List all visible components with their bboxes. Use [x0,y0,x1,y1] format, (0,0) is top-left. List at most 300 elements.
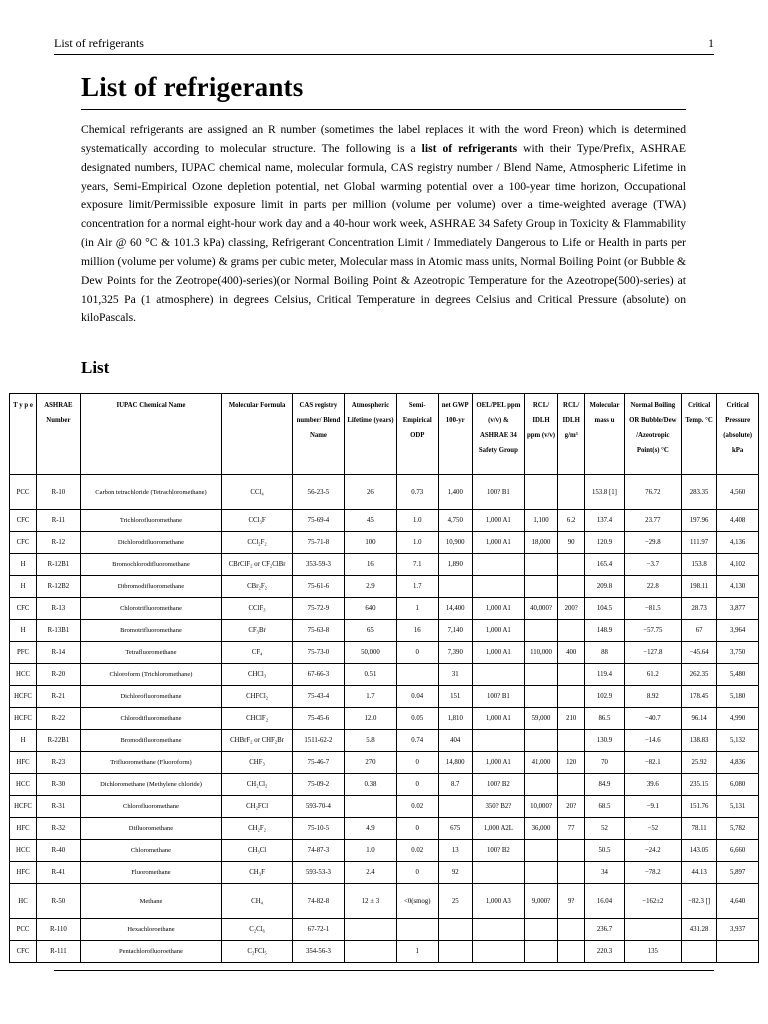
cell-lifetime: 12.0 [344,708,396,730]
cell-oel [472,862,524,884]
cell-gwp: 7,390 [438,642,472,664]
cell-type: HFC [10,818,37,840]
cell-ct: 283.35 [681,475,716,510]
cell-ashrae: R-41 [37,862,81,884]
cell-rcl-g: 20? [558,796,585,818]
cell-odp [396,664,438,686]
cell-lifetime: 5.8 [344,730,396,752]
cell-rcl-g [558,840,585,862]
cell-name: Bromodifluoromethane [80,730,221,752]
cell-rcl-ppm: 10,000? [524,796,557,818]
column-header: IUPAC Chemical Name [80,394,221,475]
cell-boil: −29.8 [624,532,681,554]
cell-oel: 1,000 A1 [472,532,524,554]
cell-oel [472,919,524,941]
cell-lifetime: 2.9 [344,576,396,598]
cell-rcl-g: 400 [558,642,585,664]
cell-cas: 353-59-3 [292,554,344,576]
column-header: Critical Pressure (absolute) kPa [717,394,759,475]
cell-oel [472,576,524,598]
table-row [10,752,759,774]
cell-mass: 86.5 [585,708,625,730]
table-row [10,510,759,532]
cell-lifetime [344,796,396,818]
cell-cas: 75-10-5 [292,818,344,840]
table-row [10,620,759,642]
cell-formula: CF₄ [222,642,293,664]
cell-cp: 5,897 [717,862,759,884]
cell-rcl-g [558,576,585,598]
cell-ct: 25.92 [681,752,716,774]
cell-oel: 100? B1 [472,686,524,708]
cell-type: HCC [10,774,37,796]
cell-boil: −82.1 [624,752,681,774]
cell-cp: 5,132 [717,730,759,752]
cell-oel [472,730,524,752]
cell-gwp: 14,400 [438,598,472,620]
cell-rcl-ppm [524,475,557,510]
cell-cp: 5,131 [717,796,759,818]
cell-oel [472,941,524,963]
cell-odp: 0.05 [396,708,438,730]
cell-rcl-ppm [524,840,557,862]
cell-boil: −81.5 [624,598,681,620]
cell-rcl-g [558,686,585,708]
cell-lifetime: 640 [344,598,396,620]
cell-mass: 119.4 [585,664,625,686]
cell-ashrae: R-111 [37,941,81,963]
cell-formula: C₂FCl₅ [222,941,293,963]
cell-name: Chloroform (Trichloromethane) [80,664,221,686]
cell-cas: 593-70-4 [292,796,344,818]
cell-name: Bromotrifluoromethane [80,620,221,642]
cell-mass: 209.8 [585,576,625,598]
cell-mass: 102.9 [585,686,625,708]
cell-cp: 3,750 [717,642,759,664]
cell-cp: 4,990 [717,708,759,730]
cell-oel: 1,000 A1 [472,708,524,730]
cell-mass: 120.9 [585,532,625,554]
cell-ct: 178.45 [681,686,716,708]
cell-gwp [438,919,472,941]
cell-cas: 75-45-6 [292,708,344,730]
cell-ashrae: R-50 [37,884,81,919]
cell-ashrae: R-40 [37,840,81,862]
cell-gwp: 404 [438,730,472,752]
cell-gwp: 675 [438,818,472,840]
cell-name: Chlorodifluoromethane [80,708,221,730]
cell-type: CFC [10,532,37,554]
intro-paragraph [81,121,686,328]
cell-rcl-ppm [524,730,557,752]
section-heading-list: List [81,358,110,377]
cell-cp: 6,080 [717,774,759,796]
cell-odp: 0 [396,818,438,840]
cell-rcl-ppm: 40,000? [524,598,557,620]
cell-type: HC [10,884,37,919]
cell-oel: 350? B2? [472,796,524,818]
cell-gwp [438,576,472,598]
cell-cas: 75-71-8 [292,532,344,554]
column-header: RCL/ IDLH g/m³ [558,394,585,475]
cell-cas: 67-66-3 [292,664,344,686]
cell-type: HFC [10,752,37,774]
cell-rcl-ppm [524,620,557,642]
table-header-row [10,394,759,475]
cell-rcl-g [558,730,585,752]
cell-rcl-ppm [524,686,557,708]
cell-formula: CHCl₃ [222,664,293,686]
column-header: Semi-Empirical ODP [396,394,438,475]
cell-name: Dichlorodifluoromethane [80,532,221,554]
cell-rcl-ppm: 36,000 [524,818,557,840]
cell-rcl-g [558,774,585,796]
cell-boil: −9.1 [624,796,681,818]
cell-lifetime: 0.51 [344,664,396,686]
cell-rcl-ppm [524,862,557,884]
column-header: Molecular Formula [222,394,293,475]
cell-formula: CCl₄ [222,475,293,510]
cell-lifetime [344,941,396,963]
cell-ashrae: R-31 [37,796,81,818]
cell-name: Trifluoromethane (Fluoroform) [80,752,221,774]
cell-cas: 593-53-3 [292,862,344,884]
cell-boil: −24.2 [624,840,681,862]
table-row [10,686,759,708]
cell-boil [624,919,681,941]
table-row [10,941,759,963]
cell-rcl-ppm: 59,000 [524,708,557,730]
cell-boil: 8.92 [624,686,681,708]
cell-ct: 28.73 [681,598,716,620]
cell-type: CFC [10,941,37,963]
cell-odp: 0.02 [396,840,438,862]
cell-cp: 4,136 [717,532,759,554]
cell-ct: 111.97 [681,532,716,554]
cell-rcl-g: 77 [558,818,585,840]
cell-name: Bromochlorodifluoromethane [80,554,221,576]
cell-rcl-g: 90 [558,532,585,554]
table-row [10,664,759,686]
cell-oel: 100? B1 [472,475,524,510]
cell-name: Trichlorofluoromethane [80,510,221,532]
cell-name: Chlorotrifluoromethane [80,598,221,620]
title-divider [81,109,686,110]
cell-formula: CH₂F₂ [222,818,293,840]
cell-lifetime: 100 [344,532,396,554]
cell-cp: 4,408 [717,510,759,532]
cell-ct: 151.76 [681,796,716,818]
cell-rcl-g [558,664,585,686]
cell-name: Methane [80,884,221,919]
cell-lifetime: 4.9 [344,818,396,840]
cell-gwp: 31 [438,664,472,686]
cell-mass: 50.5 [585,840,625,862]
running-header [54,36,714,55]
cell-lifetime: 50,000 [344,642,396,664]
cell-cas: 75-46-7 [292,752,344,774]
cell-gwp: 25 [438,884,472,919]
column-header: ASHRAE Number [37,394,81,475]
cell-formula: CHFCl₂ [222,686,293,708]
cell-name: Carbon tetrachloride (Tetrachloromethane) [80,475,221,510]
cell-lifetime [344,919,396,941]
column-header: OEL/PEL ppm (v/v) & ASHRAE 34 Safety Group [472,394,524,475]
cell-name: Dibromodifluoromethane [80,576,221,598]
cell-name: Hexachloroethane [80,919,221,941]
cell-ct: 153.8 [681,554,716,576]
cell-ashrae: R-22B1 [37,730,81,752]
cell-cas: 75-61-6 [292,576,344,598]
cell-ct: 44.13 [681,862,716,884]
column-header: Critical Temp. °C [681,394,716,475]
cell-rcl-g: 200? [558,598,585,620]
cell-type: PCC [10,475,37,510]
cell-boil: −3.7 [624,554,681,576]
cell-type: PCC [10,919,37,941]
cell-ashrae: R-12 [37,532,81,554]
table-row [10,862,759,884]
cell-rcl-ppm [524,919,557,941]
refrigerants-table-wrapper [9,393,759,963]
cell-mass: 34 [585,862,625,884]
page-title: List of refrigerants [81,72,304,102]
cell-odp: 7.1 [396,554,438,576]
cell-mass: 130.9 [585,730,625,752]
cell-rcl-g [558,620,585,642]
column-header: Molecular mass u [585,394,625,475]
cell-ct: 78.11 [681,818,716,840]
table-row [10,708,759,730]
running-header-title: List of refrigerants [54,36,144,50]
table-row [10,818,759,840]
cell-mass: 16.04 [585,884,625,919]
table-row [10,532,759,554]
cell-cp [717,941,759,963]
cell-odp: 0 [396,752,438,774]
cell-gwp: 8.7 [438,774,472,796]
cell-ct: 235.15 [681,774,716,796]
cell-rcl-g [558,554,585,576]
cell-odp: 1.0 [396,532,438,554]
cell-name: Chloromethane [80,840,221,862]
column-header: Atmospheric Lifetime (years) [344,394,396,475]
cell-formula: CClF₃ [222,598,293,620]
cell-odp: 0.73 [396,475,438,510]
cell-boil: 76.72 [624,475,681,510]
cell-odp: 0 [396,642,438,664]
cell-oel: 1,000 A1 [472,510,524,532]
cell-odp: 0 [396,774,438,796]
cell-cp: 5,180 [717,686,759,708]
column-header: net GWP 100-yr [438,394,472,475]
cell-type: CFC [10,598,37,620]
cell-rcl-ppm [524,941,557,963]
table-row [10,642,759,664]
cell-odp: 0.74 [396,730,438,752]
cell-type: CFC [10,510,37,532]
cell-oel: 1,000 A1 [472,642,524,664]
cell-rcl-g: 6.2 [558,510,585,532]
cell-type: HCC [10,840,37,862]
cell-ashrae: R-23 [37,752,81,774]
cell-cp: 4,640 [717,884,759,919]
cell-mass: 165.4 [585,554,625,576]
cell-formula: CF₃Br [222,620,293,642]
cell-ashrae: R-13B1 [37,620,81,642]
cell-mass: 88 [585,642,625,664]
cell-ct: −45.64 [681,642,716,664]
intro-text-start: Chemical refrigerants are assigned an R number (sometimes the label replaces it with the word Freon) which is determined systematically according to molecular structure. The following is a [81,123,686,155]
cell-oel: 1,000 A1 [472,620,524,642]
cell-odp: 1.0 [396,510,438,532]
cell-ct: −82.3 [] [681,884,716,919]
cell-lifetime: 65 [344,620,396,642]
cell-boil: 61.2 [624,664,681,686]
cell-rcl-ppm [524,554,557,576]
cell-rcl-ppm [524,664,557,686]
cell-ct: 197.96 [681,510,716,532]
table-row [10,475,759,510]
cell-cas: 74-82-8 [292,884,344,919]
column-header: T y p e [10,394,37,475]
cell-ashrae: R-110 [37,919,81,941]
cell-type: H [10,576,37,598]
footer-divider [54,970,714,971]
table-row [10,796,759,818]
cell-type: PFC [10,642,37,664]
cell-boil: −57.75 [624,620,681,642]
cell-odp [396,919,438,941]
cell-cp: 3,964 [717,620,759,642]
cell-cas: 75-63-8 [292,620,344,642]
cell-oel: 1,000 A2L [472,818,524,840]
cell-formula: CH₂Cl₂ [222,774,293,796]
cell-boil: 23.77 [624,510,681,532]
cell-gwp [438,941,472,963]
cell-gwp: 7,140 [438,620,472,642]
cell-ct: 67 [681,620,716,642]
cell-formula: CHClF₂ [222,708,293,730]
cell-rcl-g [558,475,585,510]
cell-formula: CCl₃F [222,510,293,532]
cell-ashrae: R-12B1 [37,554,81,576]
cell-gwp: 14,800 [438,752,472,774]
cell-cas: 75-09-2 [292,774,344,796]
intro-bold-term: list of refrigerants [421,141,518,155]
cell-oel: 1,000 A1 [472,752,524,774]
cell-formula: CHF₃ [222,752,293,774]
cell-oel: 1,000 A1 [472,598,524,620]
cell-type: HFC [10,862,37,884]
cell-mass: 68.5 [585,796,625,818]
cell-ct: 431.28 [681,919,716,941]
intro-text-end: with their Type/Prefix, ASHRAE designated numbers, IUPAC chemical name, molecular formula, CAS registry number / Blend Name, Atmospheric Lifetime in years, Semi-Empirical Ozone depletion potential, net Global warming potential over a 100-year time horizon, Occupational exposure limit/Permissible exposure limit in parts per million (volume per volume) over a time-weighted average (TWA) concentration for a normal eight-hour work day and a 40-hour work week, ASHRAE 34 Safety Group in Toxicity & Flammability (in Air @ 60 °C & 101.3 kPa) classing, Refrigerant Concentration Limit / Immediately Dangerous to Life or Health in parts per million (volume per volume) & grams per cubic meter, Molecular mass in Atomic mass units, Normal Boiling Point (or Bubble & Dew Points for the Zeotrope(400)-series)(or Normal Boiling Point & Azeotropic Temperature for the Azeotrope(500)-series) at 101,325 Pa (1 atmosphere) in degrees Celsius, Critical Temperature in degrees Celsius and Critical Pressure (absolute) on kiloPascals. [81,141,686,325]
cell-odp: 0.02 [396,796,438,818]
cell-odp: 1 [396,598,438,620]
cell-rcl-g [558,862,585,884]
cell-oel: 100? B2 [472,840,524,862]
cell-gwp: 13 [438,840,472,862]
cell-cas: 67-72-1 [292,919,344,941]
cell-formula: CH₂FCl [222,796,293,818]
cell-oel: 1,000 A3 [472,884,524,919]
cell-formula: CHBrF₂ or CHF₂Br [222,730,293,752]
cell-mass: 137.4 [585,510,625,532]
cell-oel [472,664,524,686]
cell-name: Pentachlorofluoroethane [80,941,221,963]
cell-odp: <0(smog) [396,884,438,919]
cell-cas: 75-43-4 [292,686,344,708]
table-body [10,475,759,963]
cell-cp: 6,660 [717,840,759,862]
cell-formula: CBrClF₂ or CF₂ClBr [222,554,293,576]
cell-gwp: 10,900 [438,532,472,554]
cell-type: H [10,730,37,752]
cell-lifetime: 0.38 [344,774,396,796]
page-number: 1 [708,36,714,50]
cell-rcl-ppm [524,774,557,796]
table-row [10,554,759,576]
cell-cas: 354-56-3 [292,941,344,963]
cell-name: Dichloromethane (Methylene chloride) [80,774,221,796]
cell-mass: 52 [585,818,625,840]
cell-ashrae: R-32 [37,818,81,840]
cell-ashrae: R-22 [37,708,81,730]
cell-cas: 75-69-4 [292,510,344,532]
cell-formula: CCl₂F₂ [222,532,293,554]
cell-type: H [10,554,37,576]
cell-boil: −14.6 [624,730,681,752]
cell-rcl-ppm: 110,000 [524,642,557,664]
cell-gwp: 1,890 [438,554,472,576]
cell-oel: 100? B2 [472,774,524,796]
cell-boil: 135 [624,941,681,963]
cell-type: HCFC [10,708,37,730]
cell-lifetime: 1.7 [344,686,396,708]
cell-odp: 1 [396,941,438,963]
refrigerants-table [9,393,759,963]
table-row [10,576,759,598]
cell-mass: 104.5 [585,598,625,620]
cell-mass: 84.9 [585,774,625,796]
table-row [10,840,759,862]
cell-boil: −52 [624,818,681,840]
cell-ashrae: R-20 [37,664,81,686]
table-row [10,730,759,752]
table-row [10,919,759,941]
cell-odp: 1.7 [396,576,438,598]
cell-boil: −127.8 [624,642,681,664]
cell-mass: 236.7 [585,919,625,941]
cell-cp: 4,560 [717,475,759,510]
cell-ct: 138.83 [681,730,716,752]
table-row [10,884,759,919]
cell-cas: 1511-62-2 [292,730,344,752]
cell-cp: 3,937 [717,919,759,941]
cell-formula: CBr₂F₂ [222,576,293,598]
cell-formula: CH₃Cl [222,840,293,862]
cell-boil: −162±2 [624,884,681,919]
cell-rcl-g: 210 [558,708,585,730]
cell-lifetime: 12 ± 3 [344,884,396,919]
cell-boil: 22.8 [624,576,681,598]
cell-name: Tetrafluoromethane [80,642,221,664]
cell-cas: 74-87-3 [292,840,344,862]
cell-type: HCFC [10,686,37,708]
table-row [10,774,759,796]
cell-cp: 5,480 [717,664,759,686]
